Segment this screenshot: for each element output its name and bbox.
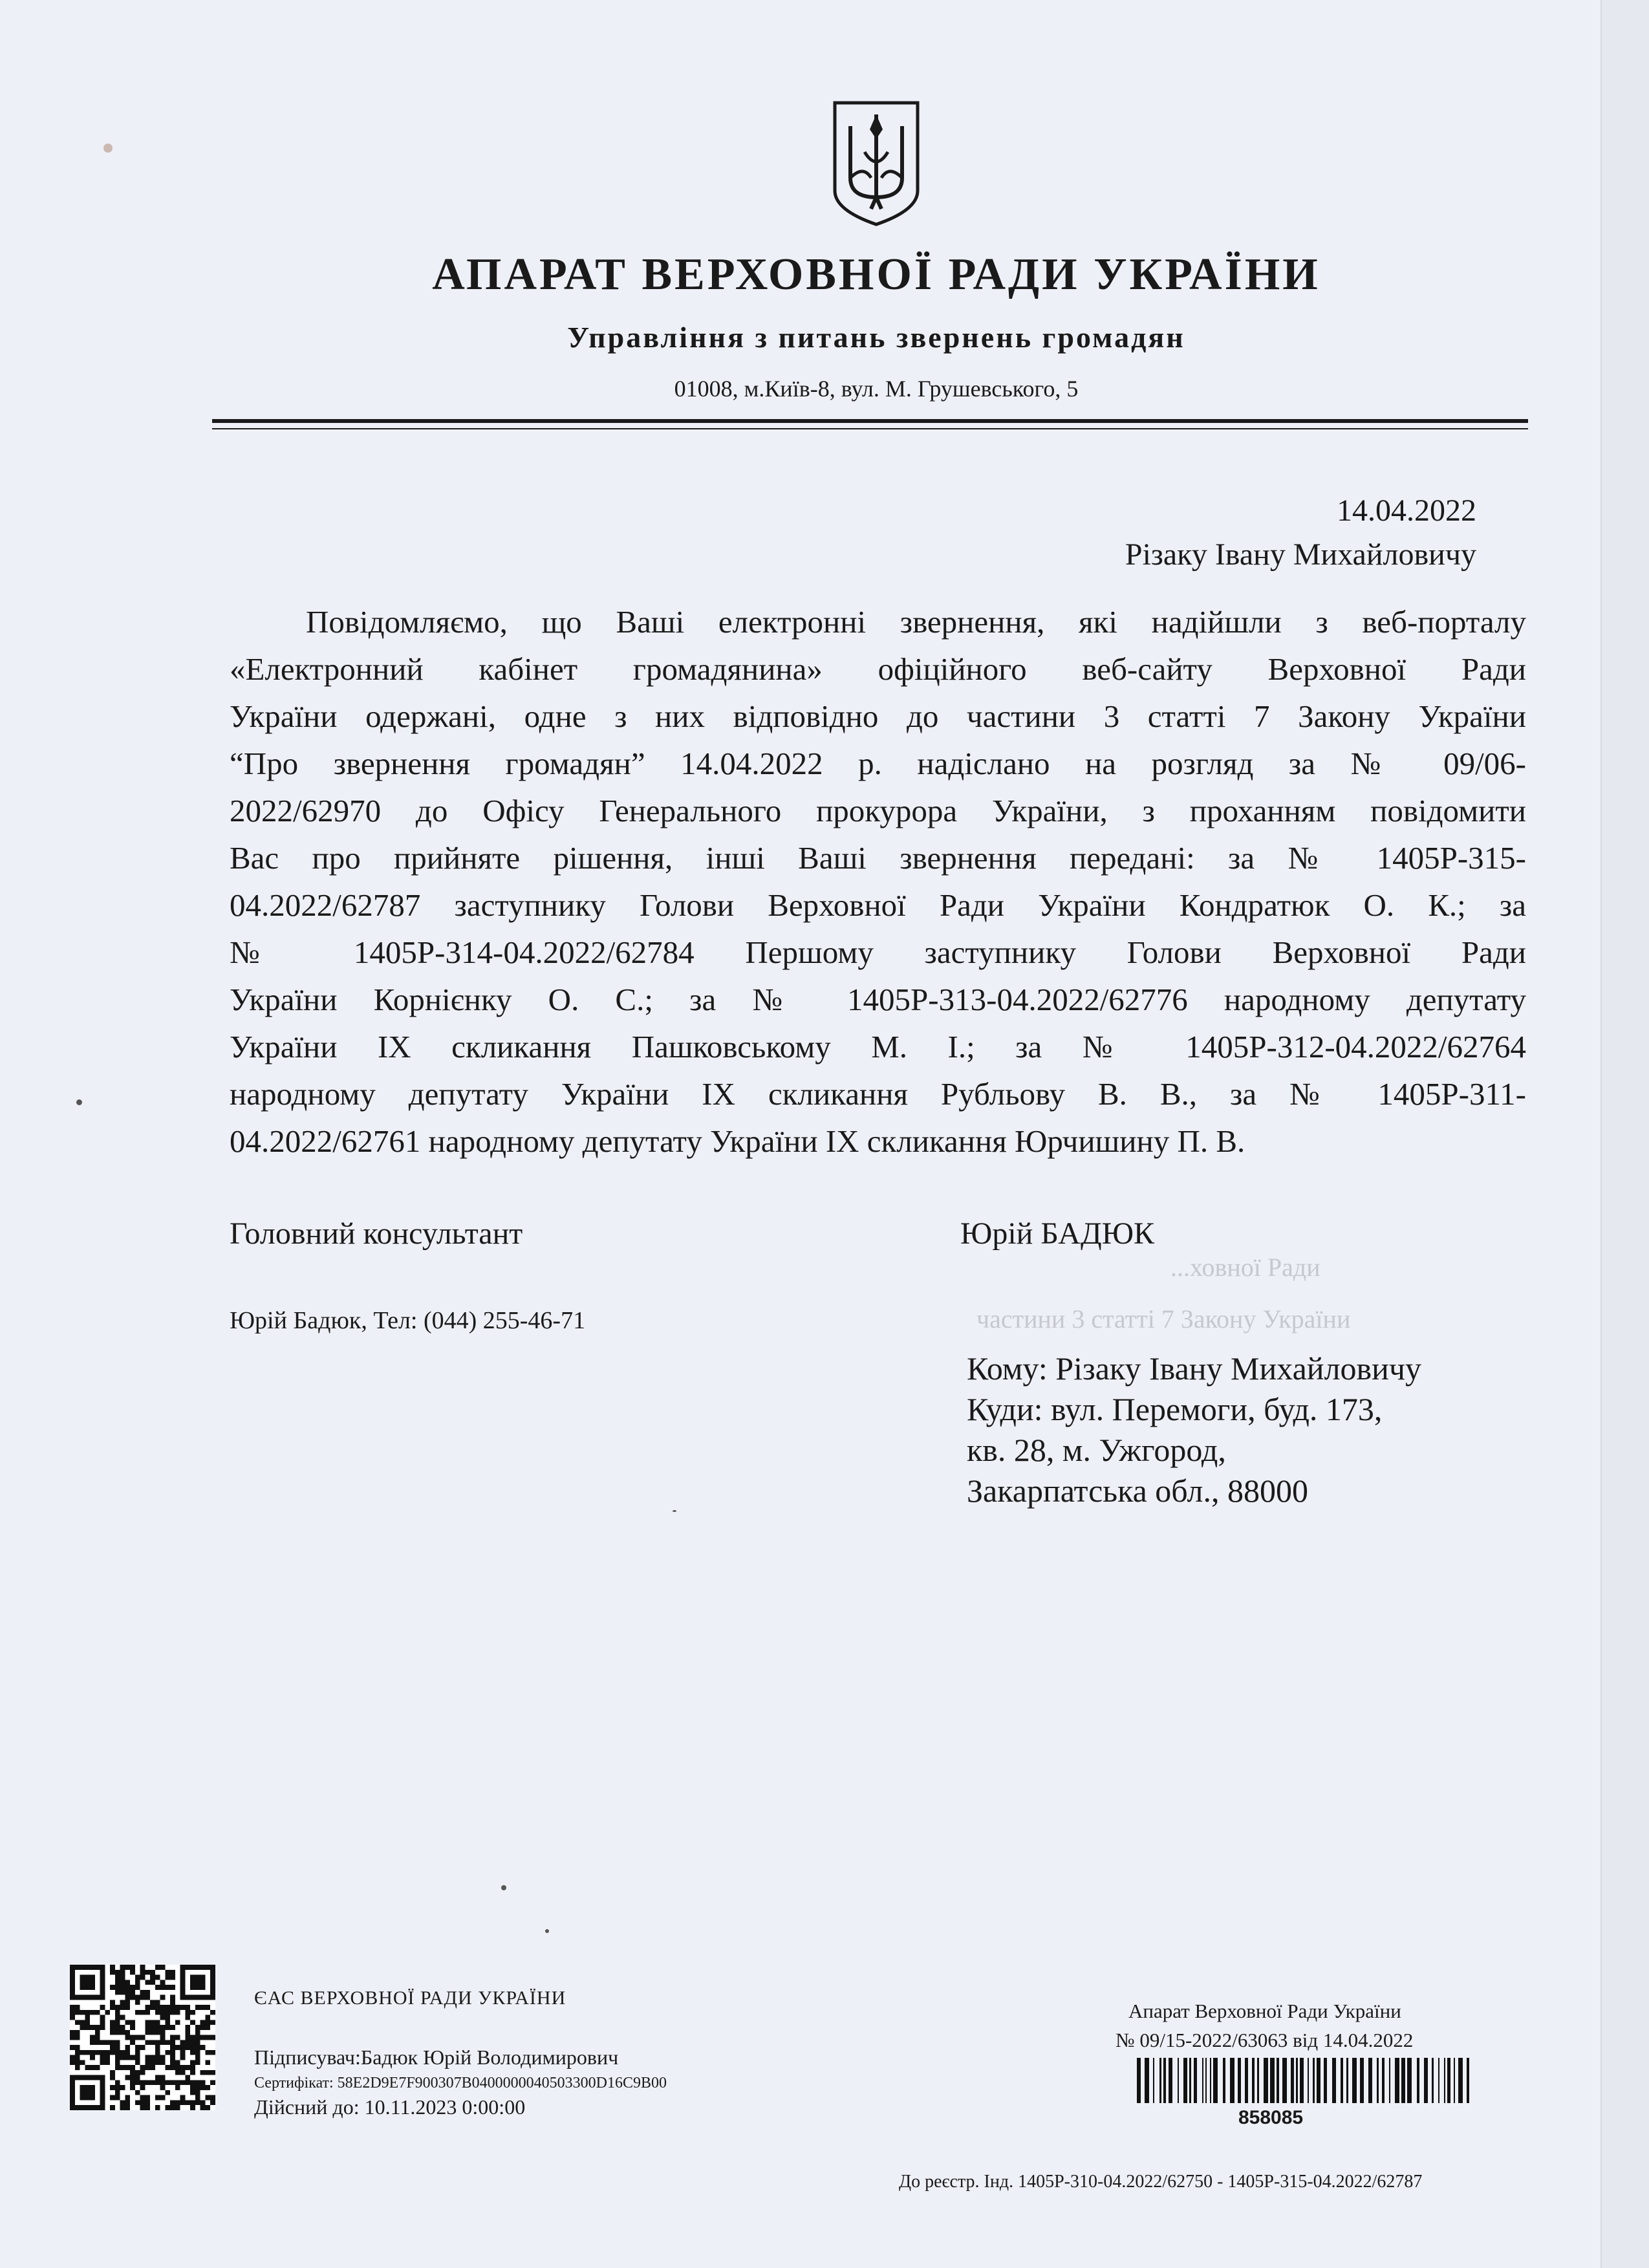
header-divider	[212, 419, 1528, 423]
trident-emblem-icon	[831, 100, 921, 226]
body-line: № 1405Р-314-04.2022/62784 Першому заступнику Голови Верховної Ради	[230, 934, 1526, 970]
mailing-address	[967, 1348, 1421, 1511]
eas-signer: Підписувач:Бадюк Юрій Володимирович	[254, 2046, 619, 2069]
registration-number: № 09/15-2022/63063 від 14.04.2022	[1116, 2029, 1414, 2051]
scan-speck	[76, 1099, 82, 1105]
body-line: Вас про прийняте рішення, інші Ваші звернення передані: за № 1405Р-315-	[230, 840, 1526, 876]
eas-title: ЄАС ВЕРХОВНОЇ РАДИ УКРАЇНИ	[254, 1987, 566, 2009]
body-line: України Корнієнку О. С.; за № 1405Р-313-04.2022/62776 народному депутату	[230, 982, 1526, 1017]
scan-speck	[673, 1510, 676, 1512]
body-line: народному депутату України IX скликання Рубльову В. В., за № 1405Р-311-	[230, 1076, 1526, 1112]
scan-speck	[545, 1929, 549, 1933]
signer-position: Головний консультант	[230, 1216, 523, 1251]
organization-address: 01008, м.Київ-8, вул. М. Грушевського, 5	[674, 376, 1079, 402]
body-line: 04.2022/62787 заступнику Голови Верховної Ради України Кондратюк О. К.; за	[230, 887, 1526, 923]
body-line: “Про звернення громадян” 14.04.2022 р. надіслано на розгляд за № 09/06-	[230, 746, 1526, 781]
body-line: «Електронний кабінет громадянина» офіційного веб-сайту Верховної Ради	[230, 651, 1526, 687]
bleed-through-line: частини 3 статті 7 Закону України	[976, 1304, 1351, 1334]
scan-edge	[1600, 0, 1649, 2268]
registration-org: Апарат Верховної Ради України	[1128, 2000, 1401, 2022]
body-line: України IX скликання Пашковському М. І.; за № 1405Р-312-04.2022/62764	[230, 1029, 1526, 1064]
scan-speck	[501, 1885, 506, 1890]
address-line: Куди: вул. Перемоги, буд. 173,	[967, 1391, 1383, 1427]
eas-certificate: Сертифікат: 58E2D9E7F900307B0400000040503300D16C9B00	[254, 2075, 667, 2091]
body-line: 04.2022/62761 народному депутату України IX скликання Юрчишину П. В.	[230, 1123, 1245, 1159]
body-line: 2022/62970 до Офісу Генерального прокурора України, з проханням повідомити	[230, 793, 1526, 828]
letter-date: 14.04.2022	[1337, 493, 1476, 528]
organization-title: АПАРАТ ВЕРХОВНОЇ РАДИ УКРАЇНИ	[432, 250, 1320, 299]
barcode-icon	[1137, 2058, 1473, 2103]
header-divider-thin	[212, 428, 1528, 429]
eas-valid-until: Дійсний до: 10.11.2023 0:00:00	[254, 2095, 526, 2119]
letter-body	[230, 598, 1526, 1165]
address-line: Закарпатська обл., 88000	[967, 1473, 1308, 1509]
department-name: Управління з питань звернень громадян	[567, 321, 1185, 354]
executor-contact: Юрій Бадюк, Тел: (044) 255-46-71	[230, 1307, 586, 1334]
scan-speck	[103, 144, 113, 153]
address-line: Кому: Різаку Івану Михайловичу	[967, 1350, 1422, 1387]
letter-recipient: Різаку Івану Михайловичу	[1125, 537, 1476, 572]
body-line: України одержані, одне з них відповідно до частини 3 статті 7 Закону України	[230, 698, 1526, 734]
body-line: Повідомляємо, що Ваші електронні звернення, які надійшли з веб-порталу	[306, 604, 1526, 640]
registry-reference: До реєстр. Інд. 1405Р-310-04.2022/62750 - 1405Р-315-04.2022/62787	[899, 2172, 1423, 2192]
signer-name: Юрій БАДЮК	[960, 1216, 1155, 1251]
bleed-through-text	[976, 1242, 1350, 1345]
qr-code-icon	[70, 1965, 215, 2110]
address-line: кв. 28, м. Ужгород,	[967, 1432, 1226, 1468]
barcode-number: 858085	[1238, 2107, 1304, 2128]
bleed-through-line: ...ховної Ради	[1170, 1253, 1320, 1282]
